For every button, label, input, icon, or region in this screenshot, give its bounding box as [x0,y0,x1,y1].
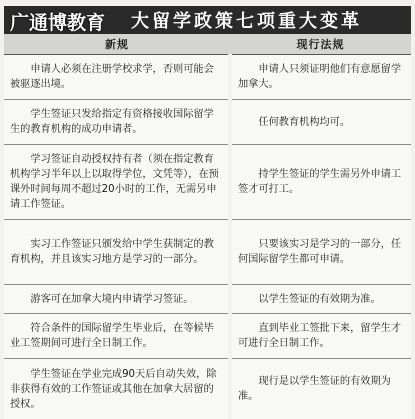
column-header-current-rules: 现行法规 [230,34,411,55]
new-rule-cell: 学习签证自动授权持有者（须在指定教育机构学习半年以上以取得学位，文凭等），在预课外时间每周不超过20小时的工作，无需另申请工作签证。 [4,145,230,220]
current-rule-cell: 申请人只须证明他们有意愿留学加拿大。 [230,55,411,100]
watermark-logo: 广通博教育 [10,8,105,35]
new-rule-cell: 游客可在加拿大境内申请学习签证。 [4,285,230,314]
table-row [4,145,411,220]
new-rule-cell: 实习工作签证只颁发给中学生获制定的教育机构，并且该实习地方是学习的一部分。 [4,220,230,285]
page-title: 大留学政策七项重大变革 [53,7,362,33]
table-row [4,220,411,285]
new-rule-cell: 学生签证只发给指定有资格接收国际留学生的教育机构的成功申请者。 [4,100,230,145]
table-header-row [4,34,411,55]
table-row [4,359,411,419]
comparison-table [4,34,411,419]
current-rule-cell: 现行是以学生签证的有效期为准。 [230,359,411,419]
table-row [4,314,411,359]
new-rule-cell: 学生签证在学业完成90天后自动失效，除非获得有效的工作签证或其他在加拿大居留的授权。 [4,359,230,419]
table-row [4,55,411,100]
current-rule-cell: 任何教育机构均可。 [230,100,411,145]
current-rule-cell: 只要该实习是学习的一部分，任何国际留学生都可申请。 [230,220,411,285]
new-rule-cell: 符合条件的国际留学生毕业后，在等候毕业工签期间可进行全日制工作。 [4,314,230,359]
table-row [4,285,411,314]
current-rule-cell: 持学生签证的学生需另外申请工签才可打工。 [230,145,411,220]
current-rule-cell: 以学生签证的有效期为准。 [230,285,411,314]
headline-banner [4,6,411,34]
column-header-new-rules: 新规 [4,34,230,55]
table-row [4,100,411,145]
current-rule-cell: 直到毕业工签批下来，留学生才可进行全日制工作。 [230,314,411,359]
new-rule-cell: 申请人必须在注册学校求学，否则可能会被驱逐出境。 [4,55,230,100]
